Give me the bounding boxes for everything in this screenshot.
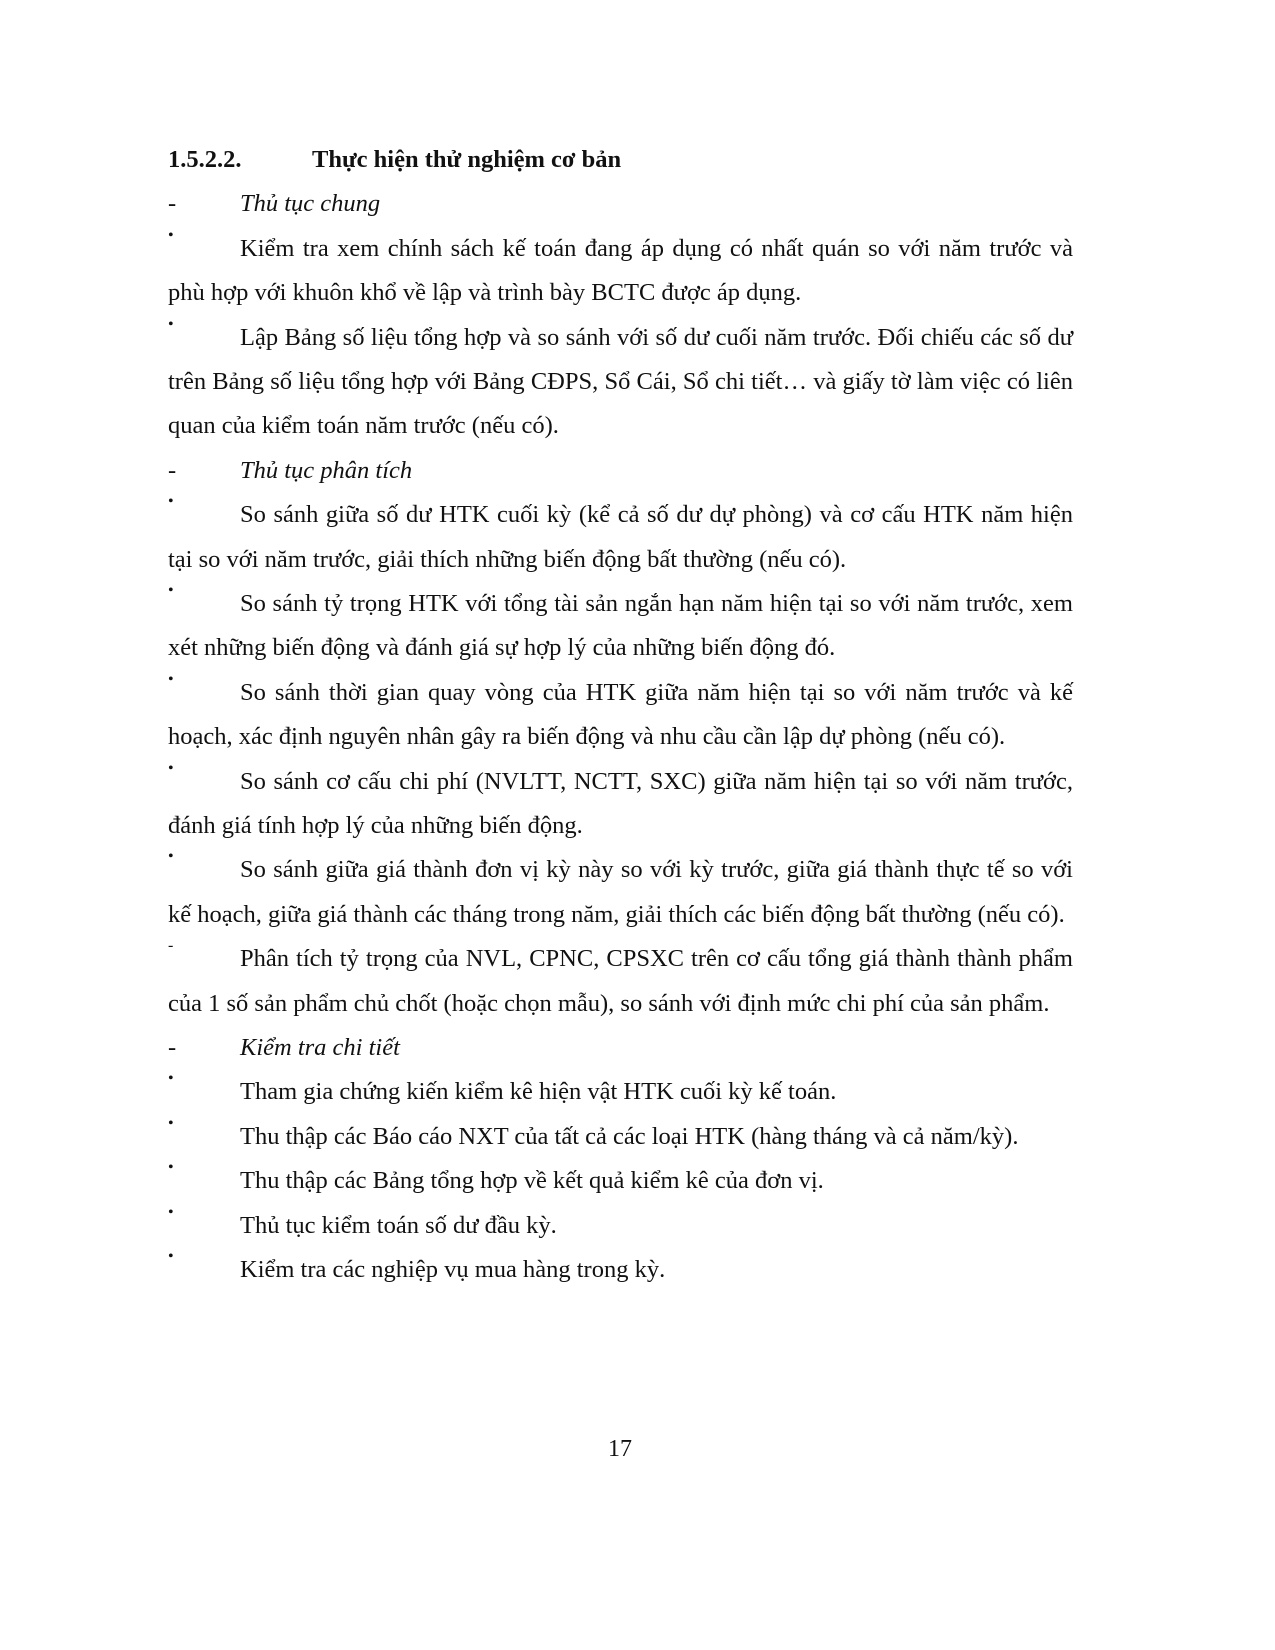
list-item-text: Lập Bảng số liệu tổng hợp và so sánh với số dư cuối năm trước. Đối chiếu các số dư trên Bảng số liệu tổng hợp với Bảng CĐPS, Sổ Cái, Sổ chi tiết… và giấy tờ làm việc có liên quan của kiểm toán năm trước (nếu có). <box>168 323 1073 440</box>
list-item <box>168 493 1073 582</box>
subheading-text: Thủ tục chung <box>240 190 381 218</box>
bullet-icon: • <box>168 1114 174 1132</box>
bullet-icon: • <box>168 1070 174 1088</box>
list-item-text: Thu thập các Bảng tổng hợp về kết quả kiểm kê của đơn vị. <box>240 1167 824 1195</box>
bullet-icon: • <box>168 848 174 866</box>
list-item-text: Phân tích tỷ trọng của NVL, CPNC, CPSXC trên cơ cấu tổng giá thành thành phẩm của 1 số sản phẩm chủ chốt (hoặc chọn mẫu), so sánh với định mức chi phí của sản phẩm. <box>168 945 1073 1017</box>
list-item-text: Tham gia chứng kiến kiểm kê hiện vật HTK cuối kỳ kế toán. <box>240 1078 837 1106</box>
list-item-text: Thu thập các Báo cáo NXT của tất cả các loại HTK (hàng tháng và cả năm/kỳ). <box>240 1122 1019 1150</box>
list-item <box>168 937 1073 1026</box>
subheading-general-procedures <box>168 182 1073 226</box>
section-heading <box>168 138 1073 182</box>
page-number: 17 <box>608 1436 632 1462</box>
list-item <box>168 1159 1073 1203</box>
bullet-icon: • <box>168 582 174 600</box>
list-item <box>168 316 1073 449</box>
list-item <box>168 760 1073 849</box>
subheading-analytical-procedures <box>168 449 1073 493</box>
list-item-text: Thủ tục kiểm toán số dư đầu kỳ. <box>240 1211 557 1239</box>
subheading-text: Kiểm tra chi tiết <box>240 1034 400 1062</box>
list-item <box>168 227 1073 316</box>
list-item-text: Kiểm tra các nghiệp vụ mua hàng trong kỳ. <box>240 1256 666 1284</box>
list-item <box>168 1115 1073 1159</box>
list-item-text: So sánh tỷ trọng HTK với tổng tài sản ngắn hạn năm hiện tại so với năm trước, xem xét những biến động và đánh giá sự hợp lý của những biến động đó. <box>168 590 1073 662</box>
bullet-icon: • <box>168 1203 174 1221</box>
bullet-icon: • <box>168 315 174 333</box>
list-item-text: So sánh giữa số dư HTK cuối kỳ (kể cả số dư dự phòng) và cơ cấu HTK năm hiện tại so với năm trước, giải thích những biến động bất thường (nếu có). <box>168 501 1073 573</box>
dash-marker: - <box>168 190 177 218</box>
list-item <box>168 671 1073 760</box>
list-item <box>168 1248 1073 1292</box>
dash-marker: - <box>168 937 174 955</box>
list-item-text: Kiểm tra xem chính sách kế toán đang áp dụng có nhất quán so với năm trước và phù hợp với khuôn khổ về lập và trình bày BCTC được áp dụng. <box>168 234 1073 307</box>
list-item <box>168 1070 1073 1114</box>
bullet-icon: • <box>168 759 174 777</box>
section-title: Thực hiện thử nghiệm cơ bản <box>312 146 622 173</box>
dash-marker: - <box>168 456 177 484</box>
bullet-icon: • <box>168 1159 174 1177</box>
bullet-icon: • <box>168 1248 174 1266</box>
list-item <box>168 848 1073 937</box>
list-item <box>168 582 1073 671</box>
list-item <box>168 1204 1073 1248</box>
document-page <box>168 138 1073 1293</box>
section-number: 1.5.2.2. <box>168 146 242 173</box>
dash-marker: - <box>168 1034 177 1062</box>
list-item-text: So sánh thời gian quay vòng của HTK giữa năm hiện tại so với năm trước và kế hoạch, xác định nguyên nhân gây ra biến động và nhu cầu cần lập dự phòng (nếu có). <box>168 678 1073 751</box>
bullet-icon: • <box>168 493 174 511</box>
bullet-icon: • <box>168 226 174 244</box>
subheading-detail-testing <box>168 1026 1073 1070</box>
subheading-text: Thủ tục phân tích <box>240 456 413 484</box>
list-item-text: So sánh giữa giá thành đơn vị kỳ này so với kỳ trước, giữa giá thành thực tế so với kế hoạch, giữa giá thành các tháng trong năm, giải thích các biến động bất thường (nếu có). <box>168 856 1073 928</box>
list-item-text: So sánh cơ cấu chi phí (NVLTT, NCTT, SXC) giữa năm hiện tại so với năm trước, đánh giá tính hợp lý của những biến động. <box>168 767 1073 840</box>
bullet-icon: • <box>168 670 174 688</box>
